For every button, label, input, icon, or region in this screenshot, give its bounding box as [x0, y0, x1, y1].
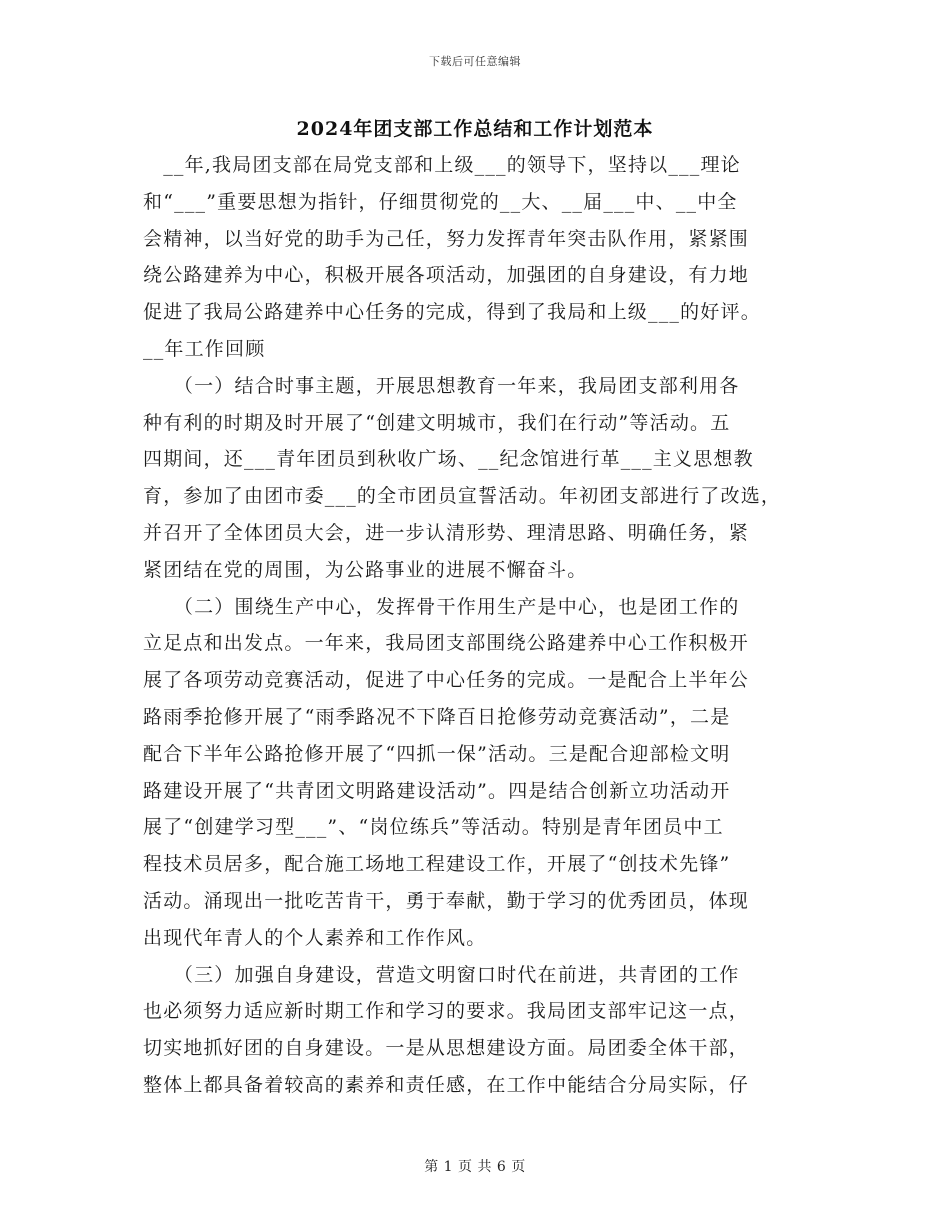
text-line: 配合下半年公路抢修开展了“四抓一保”活动。三是配合迎部检文明	[143, 742, 731, 765]
text-line: 和“___”重要思想为指针，仔细贯彻党的__大、__届___中、__中全	[143, 190, 738, 213]
page-footer: 第 1 页 共 6 页	[424, 1159, 526, 1175]
text-line: 促进了我局公路建养中心任务的完成，得到了我局和上级___的好评。	[143, 301, 761, 324]
text-line: 会精神，以当好党的助手为己任，努力发挥青年突击队作用，紧紧围	[143, 227, 750, 250]
text-line: 切实地抓好团的自身建设。一是从思想建设方面。局团委全体干部，	[143, 1037, 750, 1060]
text-line: 整体上都具备着较高的素养和责任感，在工作中能结合分局实际，仔	[143, 1073, 750, 1096]
text-line: 育，参加了由团市委___的全市团员宣誓活动。年初团支部进行了改选，	[143, 485, 782, 508]
text-line: 出现代年青人的个人素养和工作作风。	[143, 926, 487, 949]
text-line: 路建设开展了“共青团文明路建设活动”。四是结合创新立功活动开	[143, 779, 731, 802]
text-line: 也必须努力适应新时期工作和学习的要求。我局团支部牢记这一点，	[143, 1000, 750, 1023]
text-line: 活动。涌现出一批吃苦肯干，勇于奉献，勤于学习的优秀团员，体现	[143, 889, 750, 912]
document-title: 2024年团支部工作总结和工作计划范本	[296, 118, 654, 140]
document-body	[143, 147, 818, 1104]
text-line: 程技术员居多，配合施工场地工程建设工作，开展了“创技术先锋”	[143, 853, 731, 876]
text-line: 种有利的时期及时开展了“创建文明城市，我们在行动”等活动。五	[143, 411, 731, 434]
text-line: __年,我局团支部在局党支部和上级___的领导下，坚持以___理论	[143, 154, 741, 176]
text-line: 四期间，还___青年团员到秋收广场、__纪念馆进行革___主义思想教	[143, 448, 754, 471]
text-line: 立足点和出发点。一年来，我局团支部围绕公路建养中心工作积极开	[143, 632, 750, 655]
text-line: （三）加强自身建设，营造文明窗口时代在前进，共青团的工作	[143, 963, 740, 986]
text-line: 路雨季抢修开展了“雨季路况不下降百日抢修劳动竞赛活动”，二是	[143, 705, 731, 728]
text-line: 展了各项劳动竞赛活动，促进了中心任务的完成。一是配合上半年公	[143, 669, 750, 692]
header-note: 下载后可任意编辑	[429, 55, 521, 68]
text-line: 展了“创建学习型___”、“岗位练兵”等活动。特别是青年团员中工	[143, 816, 724, 839]
section-heading: __年工作回顾	[143, 337, 266, 360]
text-line: 绕公路建养为中心，积极开展各项活动，加强团的自身建设，有力地	[143, 264, 750, 287]
text-line: 紧团结在党的周围，为公路事业的进展不懈奋斗。	[143, 558, 588, 581]
text-line: （一）结合时事主题，开展思想教育一年来，我局团支部利用各	[143, 374, 740, 397]
text-line: （二）围绕生产中心，发挥骨干作用生产是中心，也是团工作的	[143, 595, 740, 618]
text-line: 并召开了全体团员大会，进一步认清形势、理清思路、明确任务，紧	[143, 521, 750, 544]
